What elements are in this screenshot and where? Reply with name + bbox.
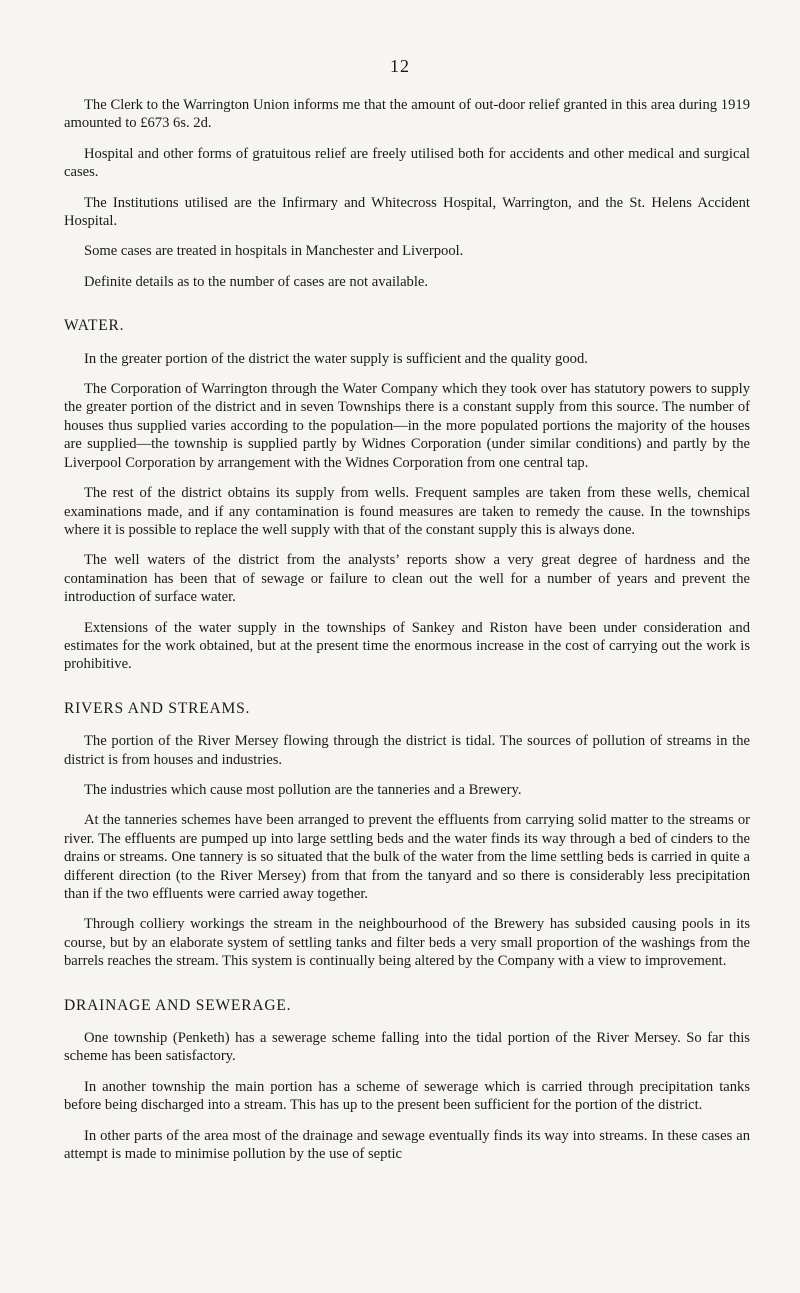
drainage-paragraph-1: One township (Penketh) has a sewerage scheme falling into the tidal portion of the River Mersey. So far this scheme has been satisfactory.: [64, 1030, 750, 1065]
intro-paragraph-4: Some cases are treated in hospitals in Manchester and Liverpool.: [84, 243, 464, 260]
rivers-heading: RIVERS AND STREAMS.: [64, 699, 251, 717]
intro-paragraph-5: Definite details as to the number of cases are not available.: [84, 273, 429, 290]
rivers-paragraph-2: The industries which cause most pollution are the tanneries and a Brewery.: [84, 781, 522, 798]
page-number: 12: [390, 56, 410, 76]
drainage-paragraph-2: In another township the main portion has a scheme of sewerage which is carried through precipitation tanks before being discharged into a stream. This has up to the present been sufficient for the portion of the district.: [64, 1078, 750, 1114]
rivers-paragraph-1: The portion of the River Mersey flowing through the district is tidal. The sources of pollution of streams in the district is from houses and industries.: [64, 733, 750, 768]
water-paragraph-4: The well waters of the district from the analysts’ reports show a very great degree of hardness and the contamination has been that of sewage or failure to clean out the well for a number of years and prevent the introduction of surface water.: [64, 552, 750, 606]
water-paragraph-1: In the greater portion of the district the water supply is sufficient and the quality good.: [84, 350, 588, 367]
rivers-paragraph-3: At the tanneries schemes have been arranged to prevent the effluents from carrying solid matter to the streams or river. The effluents are pumped up into large settling beds and the water finds its way through a bed of cinders to the drains or streams. One tannery is so situated that the bulk of the water from the lime settling beds is carried in quite a different direction (to the River Mersey) from that from the tanyard and so there is considerably less precipitation than if the two effluents were carried away together.: [64, 812, 750, 902]
intro-paragraph-3: The Institutions utilised are the Infirmary and Whitecross Hospital, Warrington, and the St. Helens Accident Hospital.: [64, 194, 750, 230]
intro-paragraph-1: The Clerk to the Warrington Union informs me that the amount of out-door relief granted in this area during 1919 amounted to £673 6s. 2d.: [64, 97, 750, 132]
drainage-heading: DRAINAGE AND SEWERAGE.: [64, 996, 292, 1014]
water-paragraph-2: The Corporation of Warrington through the Water Company which they took over has statutory powers to supply the greater portion of the district and in seven Townships there is a constant supply from this source. The number of houses thus supplied varies according to the population—in the more populated portions the majority of the houses are supplied—the township is supplied partly by Widnes Corporation (under similar conditions) and partly by the Liverpool Corporation by arrangement with the Widnes Corporation from one central tap.: [64, 381, 750, 471]
water-paragraph-5: Extensions of the water supply in the townships of Sankey and Riston have been under consideration and estimates for the work obtained, but at the present time the enormous increase in the cost of carrying out the work is prohibitive.: [64, 619, 750, 673]
water-paragraph-3: The rest of the district obtains its supply from wells. Frequent samples are taken from these wells, chemical examinations made, and if any contamination is found measures are taken to remedy the cause. In the townships where it is possible to replace the well supply with that of the constant supply this is always done.: [64, 485, 750, 538]
water-heading: WATER.: [64, 317, 125, 335]
intro-paragraph-2: Hospital and other forms of gratuitous relief are freely utilised both for accidents and other medical and surgical cases.: [64, 145, 750, 181]
drainage-paragraph-3: In other parts of the area most of the drainage and sewage eventually finds its way into streams. In these cases an attempt is made to minimise pollution by the use of septic: [64, 1127, 750, 1163]
body-text: [64, 96, 750, 1175]
rivers-paragraph-4: Through colliery workings the stream in the neighbourhood of the Brewery has subsided causing pools in its course, but by an elaborate system of settling tanks and filter beds a very small proportion of the washings from the barrels reaches the stream. This system is continually being altered by the Company with a view to improvement.: [64, 916, 750, 970]
